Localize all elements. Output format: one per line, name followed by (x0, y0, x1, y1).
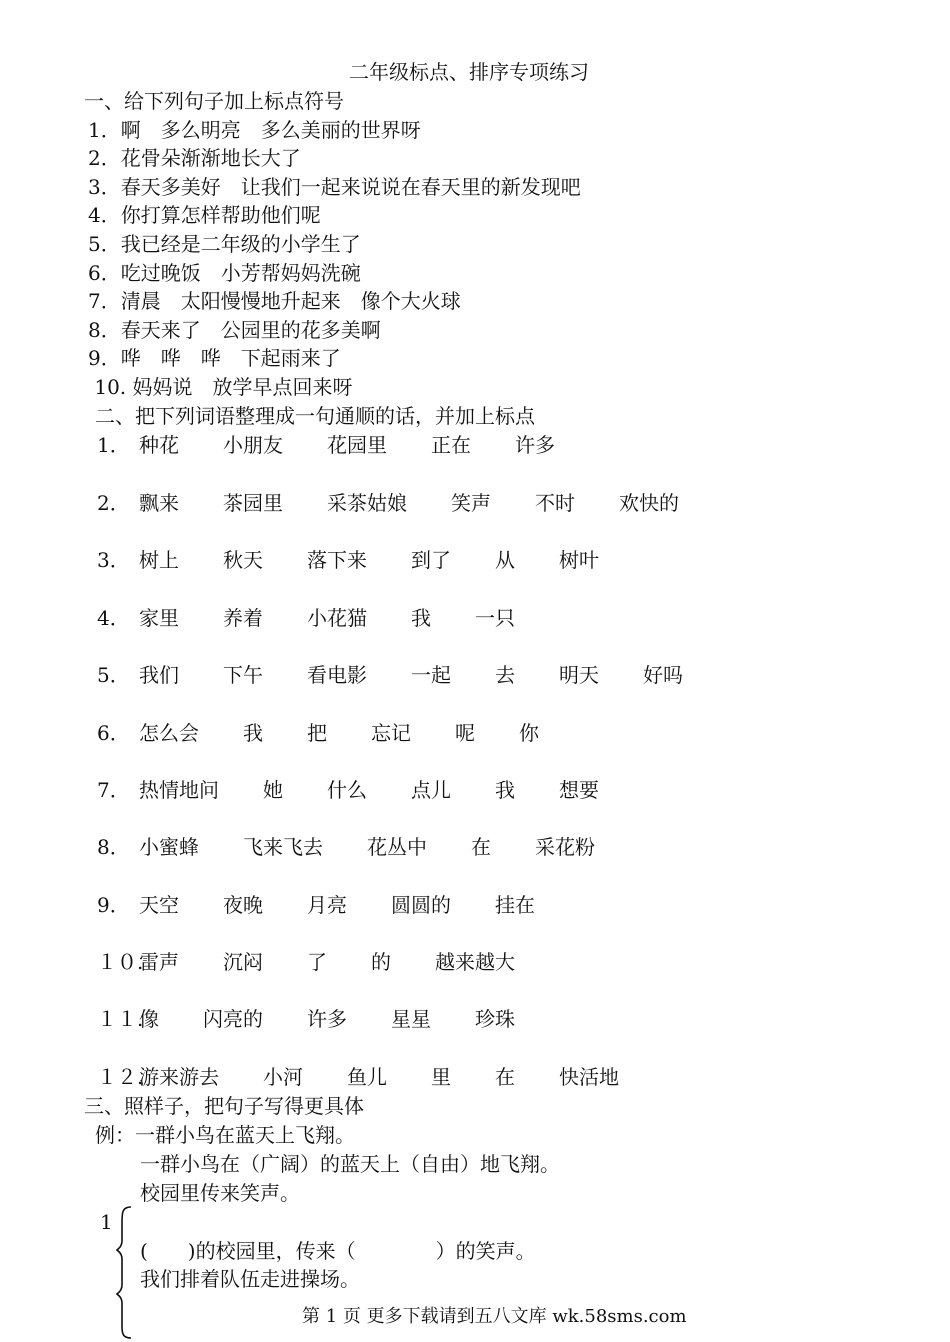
section2-word: 了 (307, 950, 327, 974)
section2-row (97, 1005, 559, 1033)
section2-word: 下午 (223, 663, 263, 687)
section2-word: 忘记 (371, 721, 411, 745)
section2-word: 我 (411, 606, 431, 630)
section1-item: 1．啊 多么明亮 多么美丽的世界呀 (88, 118, 421, 142)
section2-row (97, 431, 599, 459)
section2-word: 茶园里 (223, 491, 283, 515)
section2-word: 花丛中 (367, 835, 427, 859)
section2-word: 飞来飞去 (243, 835, 323, 859)
section2-word: 里 (431, 1065, 451, 1089)
section2-row-number: １０. (97, 950, 144, 974)
section2-word: 闪亮的 (203, 1007, 263, 1031)
section2-row (97, 948, 559, 976)
section2-row-number: 8． (97, 835, 130, 859)
section2-row-number: 3． (97, 548, 130, 572)
page-title: 二年级标点、排序专项练习 (349, 60, 589, 84)
section2-word: 花园里 (327, 433, 387, 457)
section2-row (97, 719, 583, 747)
section2-row-number: 5． (97, 663, 130, 687)
section2-word: 树叶 (559, 548, 599, 572)
question2-given: 我们排着队伍走进操场。 (140, 1267, 360, 1291)
section1-item: 2．花骨朵渐渐地长大了 (88, 146, 301, 170)
section2-word: 你 (519, 721, 539, 745)
page-footer: 第 1 页 更多下载请到五八文库 wk.58sms.com (302, 1306, 687, 1327)
section2-row (97, 604, 559, 632)
section1-heading: 一、给下列句子加上标点符号 (84, 89, 344, 113)
section2-word: 越来越大 (435, 950, 515, 974)
section2-word: 笑声 (451, 491, 491, 515)
section2-word: 我 (243, 721, 263, 745)
question1-number: 1 (100, 1210, 113, 1234)
section2-word: 在 (471, 835, 491, 859)
section2-word: 热情地问 (139, 778, 219, 802)
section2-row-number: １１. (97, 1007, 144, 1031)
section2-word: 明天 (559, 663, 599, 687)
section2-word: 鱼儿 (347, 1065, 387, 1089)
section1-item: 9．哗 哗 哗 下起雨来了 (88, 346, 341, 370)
section2-row-number: 6． (97, 721, 130, 745)
section2-word: 的 (371, 950, 391, 974)
section2-word: 不时 (535, 491, 575, 515)
section2-word: 落下来 (307, 548, 367, 572)
section2-row (97, 833, 639, 861)
section2-word: 采茶姑娘 (327, 491, 407, 515)
section2-row-number: 4． (97, 606, 130, 630)
section2-row (97, 546, 643, 574)
question1-given: 校园里传来笑声。 (140, 1181, 300, 1205)
example-answer: 一群小鸟在（广阔）的蓝天上（自由）地飞翔。 (140, 1152, 560, 1176)
section2-word: 家里 (139, 606, 179, 630)
section2-word: 星星 (391, 1007, 431, 1031)
section2-row (97, 661, 727, 689)
section2-word: 我 (495, 778, 515, 802)
section2-word: 小河 (263, 1065, 303, 1089)
section2-word: 雷声 (139, 950, 179, 974)
curly-brace (116, 1205, 136, 1340)
section2-word: 月亮 (307, 893, 347, 917)
section2-word: 一起 (411, 663, 451, 687)
section2-word: 她 (263, 778, 283, 802)
section2-word: 去 (495, 663, 515, 687)
section2-word: 挂在 (495, 893, 535, 917)
section2-row-number: 1． (97, 433, 130, 457)
section2-word: 树上 (139, 548, 179, 572)
section2-word: 什么 (327, 778, 367, 802)
section2-row (97, 891, 579, 919)
section2-word: 珍珠 (475, 1007, 515, 1031)
section2-row (97, 489, 723, 517)
section2-row-number: 9． (97, 893, 130, 917)
section2-word: 正在 (431, 433, 471, 457)
section2-word: 呢 (455, 721, 475, 745)
section2-word: 小朋友 (223, 433, 283, 457)
section2-word: 快活地 (559, 1065, 619, 1089)
example-sentence: 例：一群小鸟在蓝天上飞翔。 (95, 1123, 355, 1147)
section1-item: 8．春天来了 公园里的花多美啊 (88, 318, 381, 342)
section1-item: 5．我已经是二年级的小学生了 (88, 232, 361, 256)
section2-word: 圆圆的 (391, 893, 451, 917)
section2-word: 夜晚 (223, 893, 263, 917)
section2-word: 好吗 (643, 663, 683, 687)
section2-row-number: １２. (97, 1065, 144, 1089)
section2-word: 采花粉 (535, 835, 595, 859)
section2-word: 点儿 (411, 778, 451, 802)
section2-word: 想要 (559, 778, 599, 802)
section1-item: 3．春天多美好 让我们一起来说说在春天里的新发现吧 (88, 175, 581, 199)
section2-word: 欢快的 (619, 491, 679, 515)
section2-word: 我们 (139, 663, 179, 687)
section2-row (97, 1063, 663, 1091)
section2-heading: 二、把下列词语整理成一句通顺的话，并加上标点 (95, 404, 535, 428)
section2-word: 从 (495, 548, 515, 572)
section2-word: 许多 (307, 1007, 347, 1031)
section2-word: 把 (307, 721, 327, 745)
section2-word: 看电影 (307, 663, 367, 687)
section2-word: 像 (139, 1007, 159, 1031)
section1-item: 4．你打算怎样帮助他们呢 (88, 203, 321, 227)
section2-word: 小花猫 (307, 606, 367, 630)
section2-word: 小蜜蜂 (139, 835, 199, 859)
section2-word: 天空 (139, 893, 179, 917)
section3-heading: 三、照样子，把句子写得更具体 (84, 1094, 364, 1118)
section2-word: 飘来 (139, 491, 179, 515)
section2-row-number: 2． (97, 491, 130, 515)
section2-word: 怎么会 (139, 721, 199, 745)
section2-word: 沉闷 (223, 950, 263, 974)
section2-word: 游来游去 (139, 1065, 219, 1089)
section2-word: 在 (495, 1065, 515, 1089)
section2-word: 一只 (475, 606, 515, 630)
section2-row-number: 7． (97, 778, 130, 802)
section2-row (97, 776, 643, 804)
section1-item: 7．清晨 太阳慢慢地升起来 像个大火球 (88, 289, 461, 313)
section2-word: 养着 (223, 606, 263, 630)
question1-fill-blank: ( )的校园里，传来（ ）的笑声。 (140, 1239, 536, 1263)
section1-item: 10. 妈妈说 放学早点回来呀 (88, 375, 353, 399)
section2-word: 种花 (139, 433, 179, 457)
section1-item: 6．吃过晚饭 小芳帮妈妈洗碗 (88, 261, 361, 285)
section2-word: 秋天 (223, 548, 263, 572)
section2-word: 到了 (411, 548, 451, 572)
section2-word: 许多 (515, 433, 555, 457)
